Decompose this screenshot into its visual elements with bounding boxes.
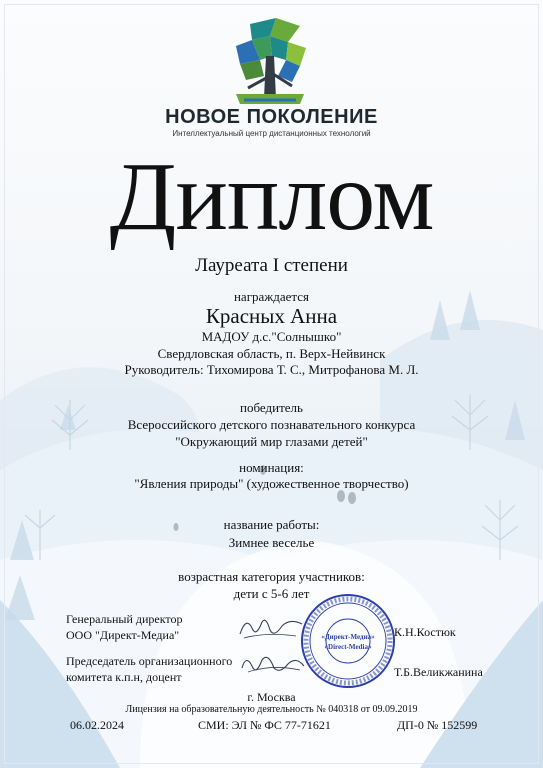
region: Свердловская область, п. Верх-Нейвинск: [157, 346, 386, 361]
director-title-1: Генеральный директор: [66, 612, 183, 626]
license: Лицензия на образовательную деятельность № 040318 от 09.09.2019: [125, 704, 418, 715]
brand-subtitle: Интеллектуальный центр дистанционных технологий: [172, 129, 371, 138]
nomination: "Явления природы" (художественное творчество): [134, 476, 409, 491]
work-label: название работы:: [223, 517, 320, 532]
director-signature: [236, 614, 306, 642]
stamp-text-top: «Директ-Медиа»: [321, 633, 375, 641]
issue-date: 06.02.2024: [70, 718, 124, 732]
brand-name: НОВОЕ ПОКОЛЕНИЕ: [165, 106, 378, 128]
chair-name: Т.Б.Великжанина: [394, 665, 483, 679]
tree-logo-icon: [230, 16, 310, 108]
company-stamp-icon: [300, 593, 396, 689]
diploma-number: ДП-0 № 152599: [397, 718, 478, 732]
awarded-label: награждается: [233, 289, 310, 304]
city: г. Москва: [247, 690, 296, 704]
contest-line-1: Всероссийского детского познавательного конкурса: [127, 417, 416, 432]
contest-line-2: "Окружающий мир глазами детей": [175, 434, 368, 449]
chair-title-1: Председатель организационного: [66, 654, 233, 668]
stamp-text-bottom: «Direct-Media»: [324, 643, 372, 651]
smi-registration: СМИ: ЭЛ № ФС 77-71621: [198, 718, 331, 732]
diploma-title: Диплом: [109, 143, 434, 251]
director-title-2: ООО "Директ-Медиа": [66, 628, 180, 642]
age-label: возрастная категория участников:: [178, 569, 365, 584]
nomination-label: номинация:: [239, 460, 304, 475]
chair-signature: [238, 650, 308, 678]
winner-label: победитель: [240, 400, 303, 415]
age-value: дети с 5-6 лет: [233, 586, 310, 601]
director-name: К.Н.Костюк: [394, 625, 456, 639]
supervisor: Руководитель: Тихомирова Т. С., Митрофанова М. Л.: [124, 362, 419, 377]
organization: МАДОУ д.с."Солнышко": [201, 329, 342, 344]
diploma-degree: Лауреата I степени: [195, 255, 348, 276]
recipient-name: Красных Анна: [205, 304, 338, 328]
work-title: Зимнее веселье: [228, 535, 315, 550]
chair-title-2: комитета к.п.н, доцент: [66, 670, 182, 684]
